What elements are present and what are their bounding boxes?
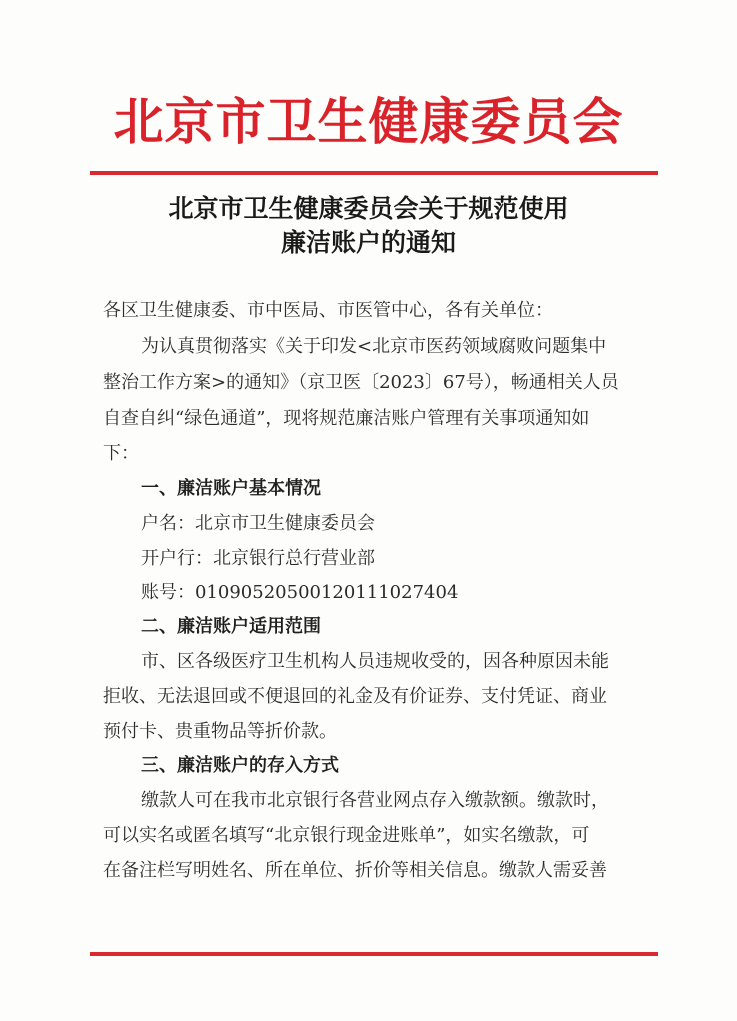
intro-line-3: 自查自纠“绿色通道”，现将规范廉洁账户管理有关事项通知如 — [103, 408, 590, 429]
section-2-line-3: 预付卡、贵重物品等折价款。 — [103, 721, 337, 742]
intro-line-1: 为认真贯彻落实《关于印发<北京市医药领域腐败问题集中 — [141, 336, 607, 357]
account-name: 户名：北京市卫生健康委员会 — [141, 513, 375, 534]
footer-divider — [90, 952, 658, 956]
section-3-line-1: 缴款人可在我市北京银行各营业网点存入缴款额。缴款时， — [141, 790, 609, 811]
document-title-line-2: 廉洁账户的通知 — [280, 228, 456, 257]
org-letterhead: 北京市卫生健康委员会 — [113, 92, 624, 151]
section-2-line-2: 拒收、无法退回或不便退回的礼金及有价证券、支付凭证、商业 — [103, 686, 607, 707]
section-3-line-3: 在备注栏写明姓名、所在单位、折价等相关信息。缴款人需妥善 — [103, 860, 607, 881]
document-title-line-1: 北京市卫生健康委员会关于规范使用 — [168, 194, 569, 223]
intro-line-2: 整治工作方案>的通知》（京卫医〔2023〕67号），畅通相关人员 — [103, 372, 619, 393]
account-bank: 开户行：北京银行总行营业部 — [141, 548, 375, 569]
letterhead-divider-top — [90, 171, 658, 175]
section-1-heading: 一、廉洁账户基本情况 — [141, 478, 321, 499]
section-3-line-2: 可以实名或匿名填写“北京银行现金进账单”，如实名缴款，可 — [103, 825, 590, 846]
section-3-heading: 三、廉洁账户的存入方式 — [141, 755, 339, 776]
intro-line-4: 下： — [103, 443, 139, 464]
section-2-heading: 二、廉洁账户适用范围 — [141, 616, 321, 637]
section-2-line-1: 市、区各级医疗卫生机构人员违规收受的，因各种原因未能 — [141, 651, 609, 672]
salutation: 各区卫生健康委、市中医局、市医管中心，各有关单位： — [103, 300, 553, 321]
account-number: 账号：01090520500120111027404 — [141, 582, 459, 603]
